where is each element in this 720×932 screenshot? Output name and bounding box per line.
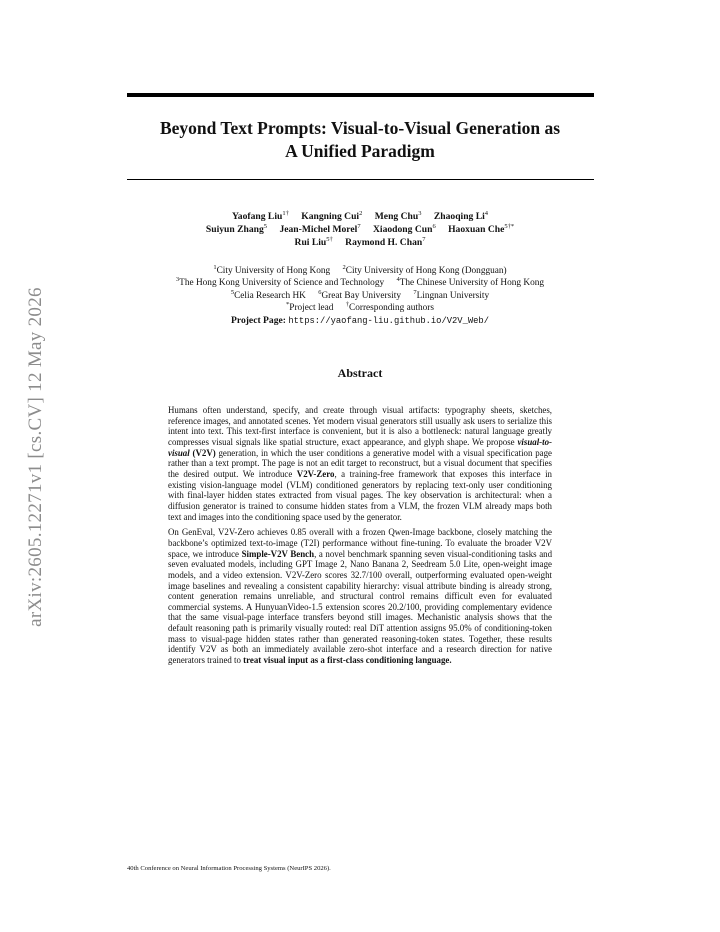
author: Rui Liu$^{5\dagger}$ — [294, 235, 333, 248]
title-bottom-rule — [127, 179, 594, 180]
abstract-paragraph-2: On GenEval, V2V-Zero achieves 0.85 overall with a frozen Qwen-Image backbone, closely matching the backbone’s optimized text-to-image (T2I) performance without fine-tuning. To evaluate the broader V2V space, we introduce Simple-V2V Bench, a novel benchmark spanning seven visual-conditioning tasks and seven evaluated models, including GPT Image 2, Nano Banana 2, Seedream 5.0 Lite, open-weight image models, and a video extension. V2V-Zero scores 32.7/100 overall, outperforming evaluated open-weight image baselines and revealing a consistent capability hierarchy: visual attribute binding is already strong, content generation remains unreliable, and structural control remains difficult even for evaluated commercial systems. A HunyuanVideo-1.5 extension scores 20.2/100, providing complementary evidence that the same visual-page interface transfers beyond still images. Mechanistic analysis shows that the default reasoning path is primarily visually routed: real DiT attention assigns 95.0% of conditioning-token mass to visual-page hidden states rather than generated reasoning-token states. Together, these results identify V2V as both an immediately available zero-shot interface and a research direction for native generators trained to treat visual input as a first-class conditioning language. — [168, 527, 553, 666]
author: Meng Chu$^3$ — [374, 209, 422, 222]
author-line-1 — [100, 210, 620, 223]
author-notes — [60, 302, 660, 314]
affiliation: $^1$City University of Hong Kong — [213, 263, 331, 276]
author: Jean-Michel Morel$^7$ — [279, 222, 361, 235]
arxiv-stamp-text: arXiv:2605.12271v1 [cs.CV] 12 May 2026 — [25, 287, 46, 627]
project-page — [60, 315, 660, 327]
project-page-link[interactable]: https://yaofang-liu.github.io/V2V_Web/ — [288, 315, 489, 326]
author: Raymond H. Chan$^7$ — [345, 235, 426, 248]
author: Yaofang Liu$^{1\dagger}$ — [231, 209, 289, 222]
affiliation-line-3 — [60, 290, 660, 302]
abstract-body — [168, 405, 552, 671]
author: Suiyun Zhang$^5$ — [205, 222, 268, 235]
conference-footnote: 40th Conference on Neural Information Processing Systems (NeurIPS 2026). — [127, 865, 331, 872]
author: Haoxuan Che$^{5\dagger*}$ — [448, 222, 515, 235]
abstract-paragraph-1: Humans often understand, specify, and create through visual artifacts: typography sheets, sketches, reference images, and annotated scenes. Yet modern visual generators still usually ask users to serialize this intent into text. This text-first interface is convenient, but it is also a bottleneck: natural language greatly compresses visual signals like spatial structure, exact appearance, and glyph shape. We propose visual-to-visual (V2V) generation, in which the user conditions a generative model with a visual specification page rather than a text prompt. The page is not an edit target to reconstruct, but a visual document that specifies the desired output. We introduce V2V-Zero, a training-free framework that exposes this interface in existing vision-language model (VLM) conditioned generators by replacing text-only user conditioning with final-layer hidden states extracted from visual pages. The key observation is architectural: when a diffusion generator is trained to consume hidden states from a VLM, the frozen VLM already maps both text and images into the conditioning space used by the generator. — [168, 405, 552, 522]
author: Zhaoqing Li$^4$ — [433, 209, 489, 222]
affiliation: $^2$City University of Hong Kong (Dongguan) — [342, 263, 507, 276]
affiliation: $^5$Celia Research HK — [230, 288, 306, 301]
affiliation: $^6$Great Bay University — [318, 288, 401, 301]
author: Kangning Cui$^2$ — [301, 209, 363, 222]
paper-title — [100, 117, 620, 163]
affiliation: $^7$Lingnan University — [413, 288, 490, 301]
author-line-2 — [100, 223, 620, 236]
abstract-heading: Abstract — [337, 366, 383, 380]
affiliations — [60, 265, 660, 327]
affiliation: $^3$The Hong Kong University of Science and Technology — [175, 276, 385, 289]
author-list — [100, 210, 620, 249]
affiliation-line-1 — [60, 265, 660, 277]
affiliation: $^4$The Chinese University of Hong Kong — [396, 276, 545, 289]
title-line-2: A Unified Paradigm — [285, 141, 435, 161]
author: Xiaodong Cun$^6$ — [372, 222, 436, 235]
project-page-label: Project Page: — [231, 314, 286, 326]
author-line-3 — [100, 236, 620, 249]
affiliation-line-2 — [60, 277, 660, 289]
title-top-rule — [127, 93, 594, 97]
note-corresponding: †Corresponding authors — [345, 301, 434, 314]
title-line-1: Beyond Text Prompts: Visual-to-Visual Generation as — [159, 118, 561, 138]
note-project-lead: *Project lead — [286, 301, 334, 314]
